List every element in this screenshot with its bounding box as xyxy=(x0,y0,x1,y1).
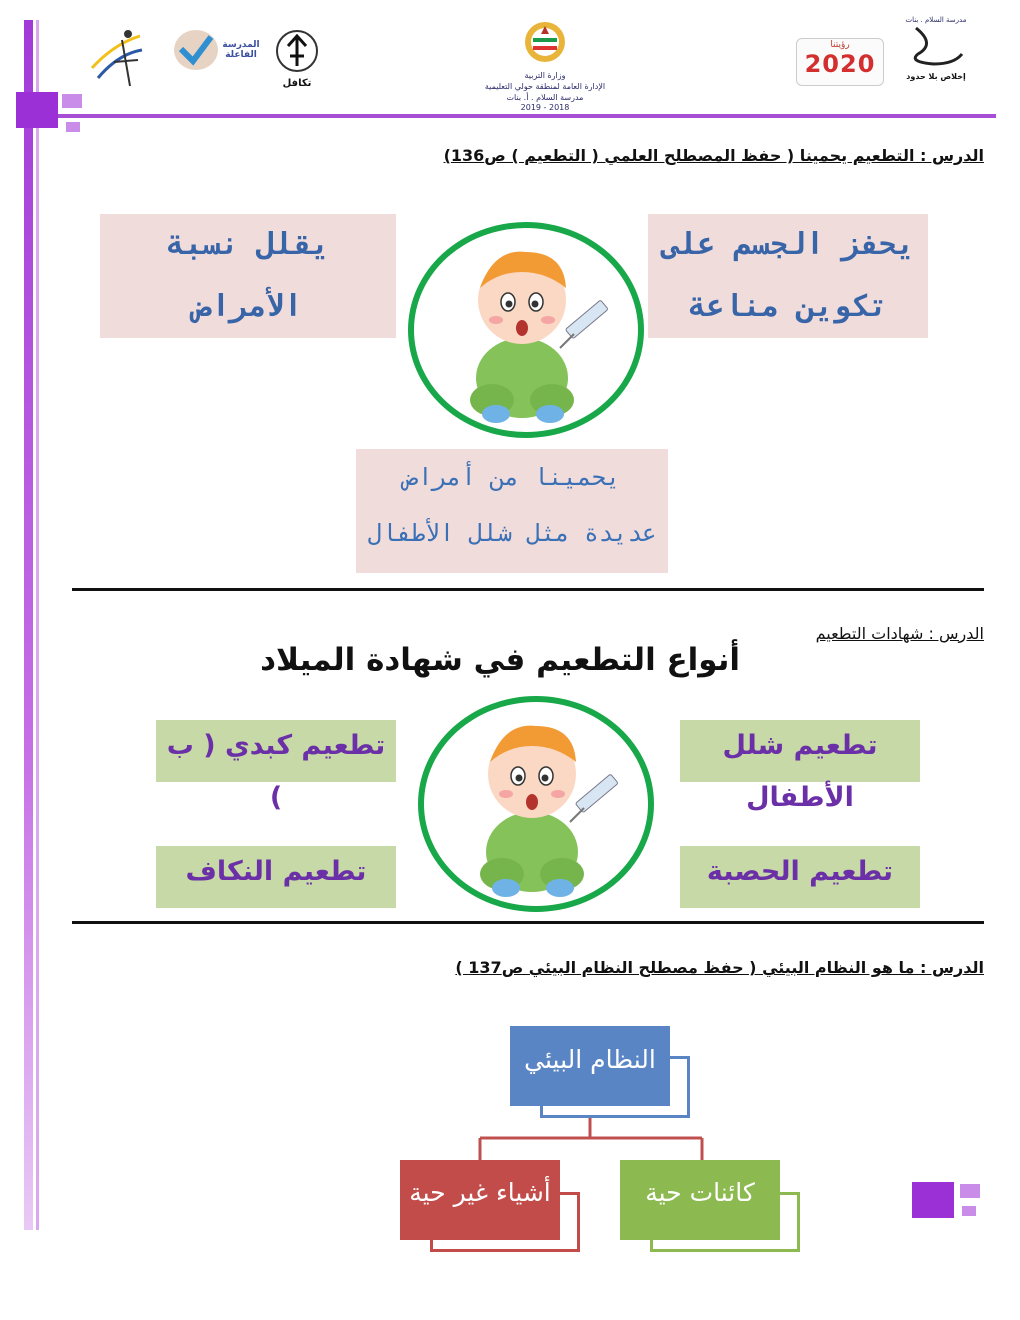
footer-square-tiny xyxy=(962,1206,976,1216)
syringe-icon xyxy=(560,300,608,348)
benefit-immunity-line2: تكوين مناعة xyxy=(688,289,888,324)
active-school-logo xyxy=(170,24,262,76)
vision-2020-logo xyxy=(796,38,884,86)
benefit-immunity-line1: يحفز الجسم على xyxy=(661,227,915,262)
slogan-bottom: إخلاص بلا حدود xyxy=(906,72,966,81)
footer-square xyxy=(912,1182,954,1218)
active-school-text: المدرسة الفاعلة xyxy=(222,40,260,60)
runner-logo xyxy=(84,24,148,92)
frame-left-bar xyxy=(24,20,33,1230)
benefit-protection-line2: عديدة مثل شلل الأطفال xyxy=(367,519,657,547)
vaccine-hepatitis-b: تطعيم كبدي ( ب ) xyxy=(156,720,396,782)
benefit-diseases-line1: يقلل نسبة xyxy=(166,227,330,262)
lesson-title-vaccination: الدرس : التطعيم يحمينا ( حفظ المصطلح العلمي ( التطعيم ) ص136) xyxy=(443,146,984,165)
ministry-emblem xyxy=(470,18,620,116)
frame-corner-square-tiny xyxy=(66,122,80,132)
school-slogan-logo xyxy=(898,16,974,92)
kuwait-emblem-icon xyxy=(521,18,569,66)
ecosystem-root-node: النظام البيئي xyxy=(510,1026,670,1106)
swirl-icon xyxy=(906,24,966,68)
frame-corner-square-small xyxy=(62,94,82,108)
vision-year: 2020 xyxy=(804,50,876,78)
benefit-box-diseases xyxy=(100,214,396,338)
slogan-top: مدرسة السلام . بنات xyxy=(905,16,967,24)
org-chart-connectors xyxy=(470,1116,720,1164)
footer-square-small xyxy=(960,1184,980,1198)
benefit-box-protection xyxy=(356,449,668,573)
living-things-node: كائنات حية xyxy=(620,1160,780,1240)
takaful-logo xyxy=(274,28,320,90)
takaful-text: تكافل xyxy=(282,78,312,89)
benefit-box-immunity xyxy=(648,214,928,338)
school-year: 2018 - 2019 xyxy=(520,103,570,112)
vaccine-mumps: تطعيم النكاف xyxy=(156,846,396,908)
lesson-title-certificates: الدرس : شهادات التطعيم xyxy=(815,624,984,643)
vaccine-measles: تطعيم الحصبة xyxy=(680,846,920,908)
nonliving-things-node: أشياء غير حية xyxy=(400,1160,560,1240)
baby-vaccine-illustration-2 xyxy=(418,696,654,912)
education-district: الإدارة العامة لمنطقة حولي التعليمية xyxy=(484,82,606,91)
section-divider-1 xyxy=(72,588,984,591)
syringe-icon xyxy=(570,774,618,822)
frame-left-thin-bar xyxy=(36,20,39,1230)
ministry-name: وزارة التربية xyxy=(524,71,566,80)
section-divider-2 xyxy=(72,921,984,924)
vaccine-polio: تطعيم شلل الأطفال xyxy=(680,720,920,782)
school-name: مدرسة السلام . أ. بنات xyxy=(506,93,584,102)
benefit-protection-line1: يحمينا من أمراض xyxy=(403,463,621,491)
benefit-diseases-line2: الأمراض xyxy=(193,289,303,324)
vaccine-types-title: أنواع التطعيم في شهادة الميلاد xyxy=(260,642,740,678)
baby-vaccine-illustration xyxy=(408,222,644,438)
lesson-title-ecosystem: الدرس : ما هو النظام البيئي ( حفظ مصطلح النظام البيئي ص137 ) xyxy=(455,958,984,977)
vision-text: رؤيتنا xyxy=(830,40,850,50)
frame-corner-square xyxy=(16,92,58,128)
